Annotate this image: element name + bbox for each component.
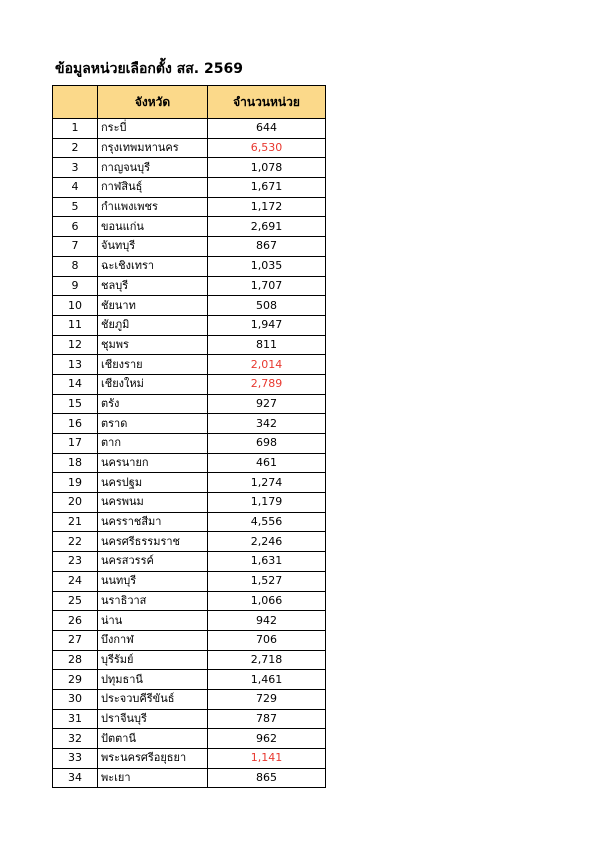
page-title: ข้อมูลหน่วยเลือกตั้ง สส. 2569 <box>55 61 243 77</box>
row-count: 2,246 <box>208 532 326 552</box>
row-province: นครพนม <box>98 493 208 513</box>
row-count: 6,530 <box>208 138 326 158</box>
row-index: 21 <box>53 512 98 532</box>
row-province: นครสวรรค์ <box>98 552 208 572</box>
table-row <box>53 217 326 237</box>
table-row <box>53 355 326 375</box>
table-row <box>53 414 326 434</box>
row-province: ปัตตานี <box>98 729 208 749</box>
row-index: 22 <box>53 532 98 552</box>
row-index: 9 <box>53 276 98 296</box>
row-index: 24 <box>53 571 98 591</box>
row-index: 18 <box>53 453 98 473</box>
table-row <box>53 709 326 729</box>
row-count: 698 <box>208 434 326 454</box>
row-count: 1,066 <box>208 591 326 611</box>
table-row <box>53 768 326 788</box>
table-row <box>53 434 326 454</box>
row-count: 1,179 <box>208 493 326 513</box>
table-row <box>53 197 326 217</box>
row-province: กาฬสินธุ์ <box>98 178 208 198</box>
table-row <box>53 532 326 552</box>
row-index: 7 <box>53 237 98 257</box>
row-province: เชียงใหม่ <box>98 374 208 394</box>
row-index: 19 <box>53 473 98 493</box>
row-count: 1,947 <box>208 315 326 335</box>
table-row <box>53 749 326 769</box>
row-index: 16 <box>53 414 98 434</box>
table-row <box>53 237 326 257</box>
row-count: 865 <box>208 768 326 788</box>
row-index: 32 <box>53 729 98 749</box>
row-count: 2,789 <box>208 374 326 394</box>
row-province: ตรัง <box>98 394 208 414</box>
row-province: น่าน <box>98 611 208 631</box>
row-province: นครราชสีมา <box>98 512 208 532</box>
row-index: 15 <box>53 394 98 414</box>
row-province: กำแพงเพชร <box>98 197 208 217</box>
row-count: 1,035 <box>208 256 326 276</box>
row-province: เชียงราย <box>98 355 208 375</box>
table-row <box>53 335 326 355</box>
table-row <box>53 650 326 670</box>
row-index: 14 <box>53 374 98 394</box>
row-index: 4 <box>53 178 98 198</box>
row-index: 31 <box>53 709 98 729</box>
row-count: 962 <box>208 729 326 749</box>
row-index: 29 <box>53 670 98 690</box>
row-province: จันทบุรี <box>98 237 208 257</box>
table-row <box>53 296 326 316</box>
row-index: 3 <box>53 158 98 178</box>
table-row <box>53 591 326 611</box>
row-province: นนทบุรี <box>98 571 208 591</box>
row-province: ขอนแก่น <box>98 217 208 237</box>
row-count: 644 <box>208 119 326 139</box>
row-index: 17 <box>53 434 98 454</box>
row-province: ชลบุรี <box>98 276 208 296</box>
row-count: 1,461 <box>208 670 326 690</box>
table-row <box>53 689 326 709</box>
row-count: 811 <box>208 335 326 355</box>
row-count: 1,631 <box>208 552 326 572</box>
row-index: 25 <box>53 591 98 611</box>
row-index: 33 <box>53 749 98 769</box>
row-index: 34 <box>53 768 98 788</box>
row-index: 23 <box>53 552 98 572</box>
table-row <box>53 611 326 631</box>
header-province: จังหวัด <box>98 86 208 119</box>
table-row <box>53 729 326 749</box>
row-index: 6 <box>53 217 98 237</box>
row-index: 12 <box>53 335 98 355</box>
row-province: กระบี่ <box>98 119 208 139</box>
row-index: 26 <box>53 611 98 631</box>
table-row <box>53 158 326 178</box>
row-province: พระนครศรีอยุธยา <box>98 749 208 769</box>
table-row <box>53 394 326 414</box>
row-count: 4,556 <box>208 512 326 532</box>
row-count: 867 <box>208 237 326 257</box>
row-province: ตราด <box>98 414 208 434</box>
row-province: ปราจีนบุรี <box>98 709 208 729</box>
row-province: ปทุมธานี <box>98 670 208 690</box>
row-province: ตาก <box>98 434 208 454</box>
row-province: ชัยภูมิ <box>98 315 208 335</box>
row-count: 927 <box>208 394 326 414</box>
row-index: 11 <box>53 315 98 335</box>
table-row <box>53 571 326 591</box>
row-province: กรุงเทพมหานคร <box>98 138 208 158</box>
row-count: 2,691 <box>208 217 326 237</box>
table-row <box>53 315 326 335</box>
header-row <box>53 86 326 119</box>
table-row <box>53 493 326 513</box>
row-index: 1 <box>53 119 98 139</box>
row-index: 8 <box>53 256 98 276</box>
row-count: 1,078 <box>208 158 326 178</box>
row-count: 729 <box>208 689 326 709</box>
row-index: 27 <box>53 630 98 650</box>
row-count: 1,707 <box>208 276 326 296</box>
row-count: 787 <box>208 709 326 729</box>
row-province: กาญจนบุรี <box>98 158 208 178</box>
row-index: 20 <box>53 493 98 513</box>
row-province: ชัยนาท <box>98 296 208 316</box>
row-province: พะเยา <box>98 768 208 788</box>
row-province: นราธิวาส <box>98 591 208 611</box>
row-index: 28 <box>53 650 98 670</box>
row-index: 13 <box>53 355 98 375</box>
row-count: 1,527 <box>208 571 326 591</box>
row-count: 1,141 <box>208 749 326 769</box>
table-row <box>53 512 326 532</box>
table-row <box>53 552 326 572</box>
row-count: 2,014 <box>208 355 326 375</box>
table-row <box>53 630 326 650</box>
row-count: 1,274 <box>208 473 326 493</box>
table-row <box>53 178 326 198</box>
table-row <box>53 453 326 473</box>
table-row <box>53 138 326 158</box>
table-row <box>53 256 326 276</box>
row-province: ชุมพร <box>98 335 208 355</box>
table-row <box>53 670 326 690</box>
row-province: ฉะเชิงเทรา <box>98 256 208 276</box>
row-count: 508 <box>208 296 326 316</box>
row-count: 706 <box>208 630 326 650</box>
row-count: 942 <box>208 611 326 631</box>
table-body <box>53 119 326 788</box>
row-count: 1,671 <box>208 178 326 198</box>
table-row <box>53 276 326 296</box>
row-province: บุรีรัมย์ <box>98 650 208 670</box>
row-count: 2,718 <box>208 650 326 670</box>
row-index: 5 <box>53 197 98 217</box>
table-header <box>53 86 326 119</box>
row-index: 30 <box>53 689 98 709</box>
row-province: นครศรีธรรมราช <box>98 532 208 552</box>
table-row <box>53 473 326 493</box>
row-province: ประจวบคีรีขันธ์ <box>98 689 208 709</box>
table-row <box>53 374 326 394</box>
polling-units-table <box>52 85 326 788</box>
row-count: 461 <box>208 453 326 473</box>
row-index: 10 <box>53 296 98 316</box>
table-row <box>53 119 326 139</box>
header-count: จำนวนหน่วย <box>208 86 326 119</box>
row-province: บึงกาฬ <box>98 630 208 650</box>
row-province: นครปฐม <box>98 473 208 493</box>
row-count: 1,172 <box>208 197 326 217</box>
row-count: 342 <box>208 414 326 434</box>
header-index <box>53 86 98 119</box>
row-index: 2 <box>53 138 98 158</box>
row-province: นครนายก <box>98 453 208 473</box>
